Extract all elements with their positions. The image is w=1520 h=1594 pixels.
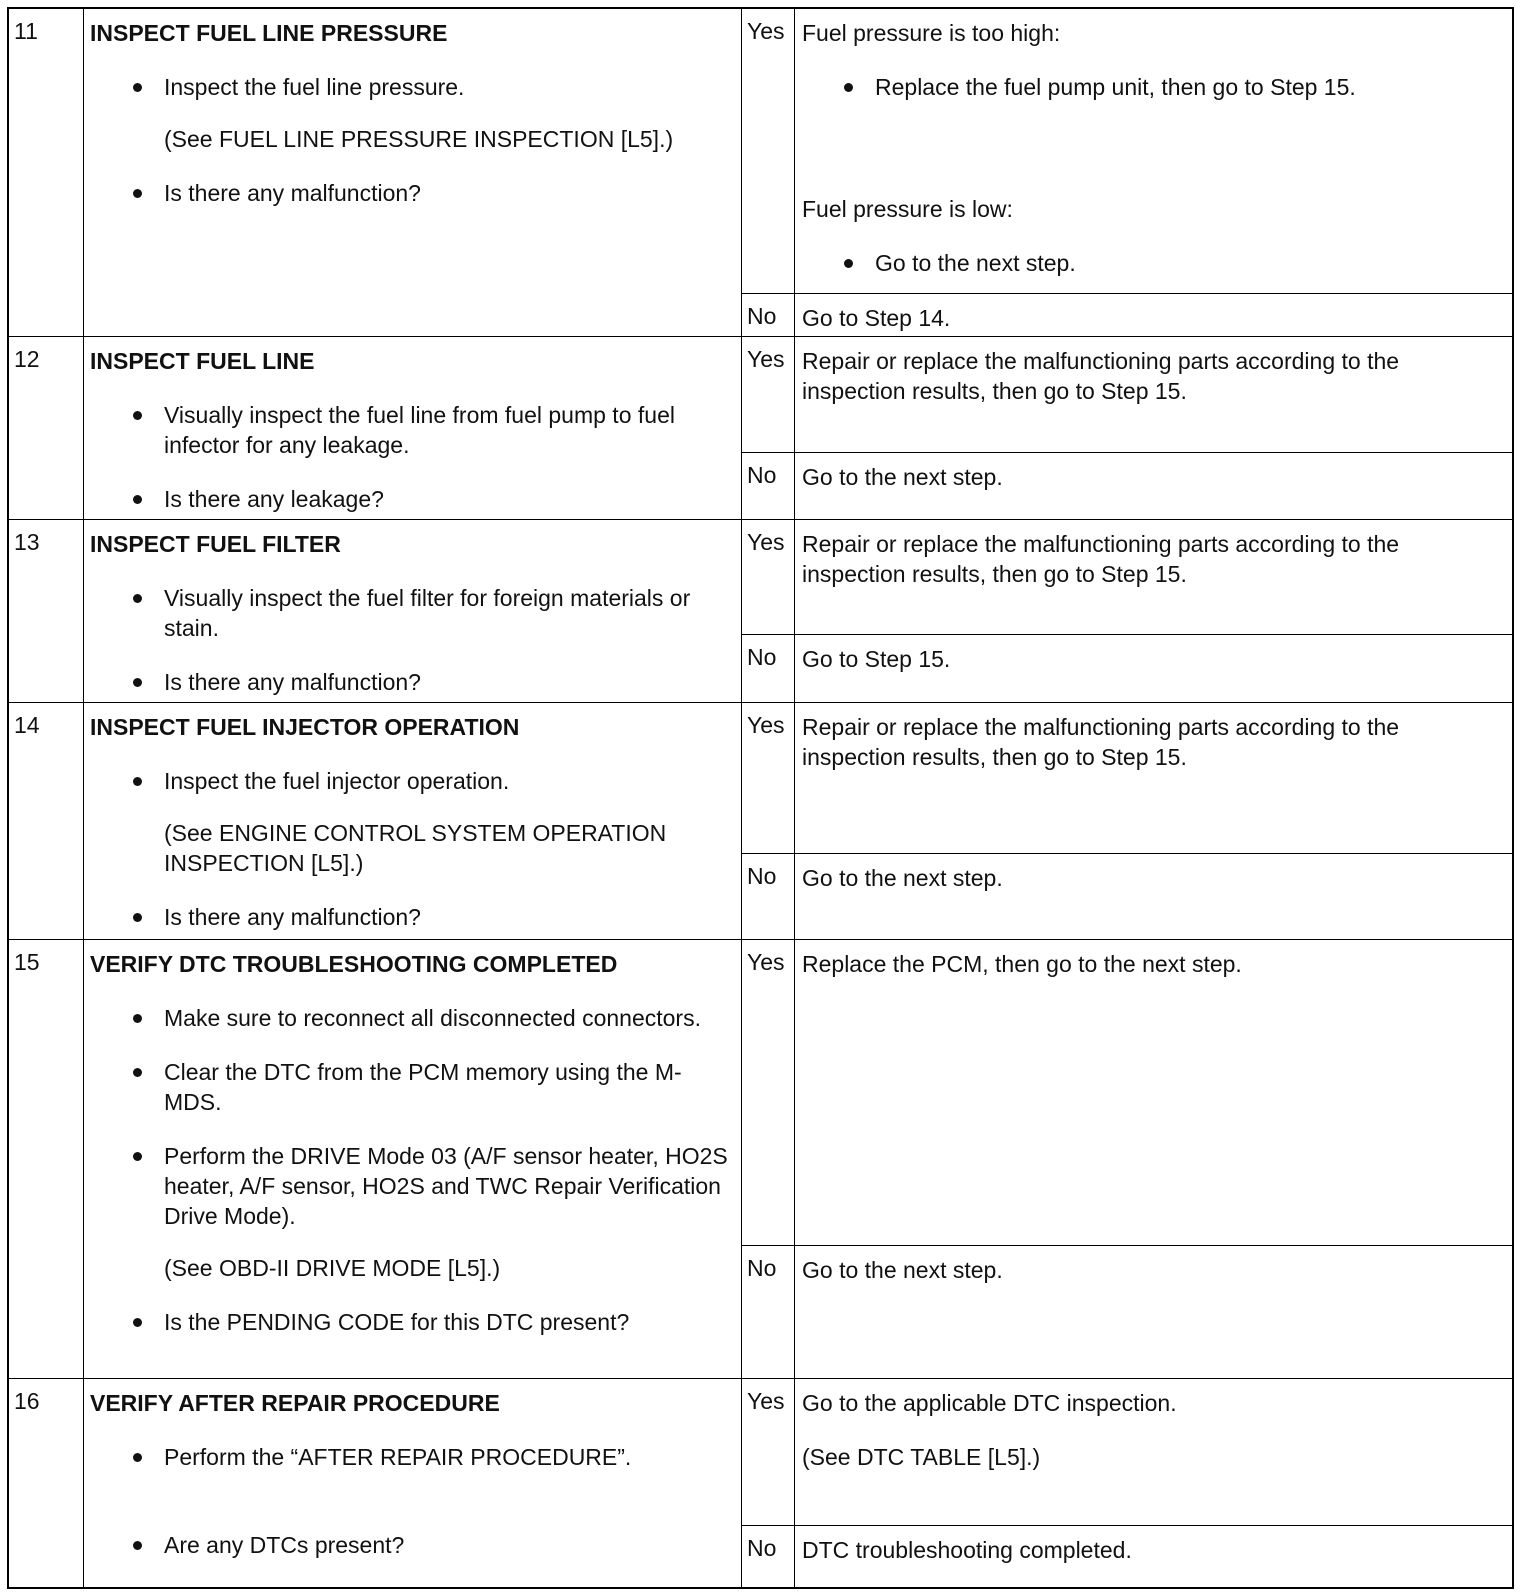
bullet-icon [133,83,142,92]
no-text: Go to Step 15. [802,646,951,672]
step-results [742,520,1512,721]
no-label: No [742,1526,795,1587]
condition-text: Fuel pressure is too high: [802,20,1061,46]
step-number: 15 [9,940,84,1378]
step-action [84,9,742,336]
step-row [9,1378,1512,1587]
step-number: 14 [9,703,84,956]
bullet-item [90,1057,731,1117]
yes-result [742,703,1512,853]
bullet-text: Clear the DTC from the PCM memory using the M-MDS. [164,1059,682,1115]
yes-result [742,940,1512,1245]
step-action [84,940,742,1378]
no-text: Go to Step 14. [802,305,951,331]
step-title: INSPECT FUEL FILTER [90,531,341,557]
bullet-icon [133,777,142,786]
no-result [742,1525,1512,1587]
bullet-icon [133,411,142,420]
step-results [742,1379,1512,1587]
step-row [9,939,1512,1378]
bullet-icon [133,1152,142,1161]
step-results [742,9,1512,336]
step-row [9,336,1512,519]
no-label: No [742,1246,795,1378]
step-title: VERIFY DTC TROUBLESHOOTING COMPLETED [90,951,618,977]
bullet-icon [133,495,142,504]
bullet-text: Inspect the fuel line pressure. [164,74,465,100]
yes-text: Repair or replace the malfunctioning parts according to the inspection results, then go to Step 15. [802,531,1400,587]
yes-label: Yes [742,940,795,1245]
yes-label: Yes [742,9,795,302]
bullet-text: Perform the “AFTER REPAIR PROCEDURE”. [164,1444,632,1470]
bullet-item [90,1307,731,1337]
bullet-text: Is the PENDING CODE for this DTC present? [164,1309,630,1335]
step-title: INSPECT FUEL LINE PRESSURE [90,20,448,46]
bullet-text: Is there any malfunction? [164,904,421,930]
bullet-icon [133,1541,142,1550]
bullet-item [90,766,731,796]
step-row [9,702,1512,939]
step-action [84,520,742,721]
bullet-text: Are any DTCs present? [164,1532,405,1558]
yes-text [795,9,1512,302]
yes-result [742,9,1512,293]
yes-text [795,1379,1512,1525]
bullet-text: Visually inspect the fuel line from fuel pump to fuel infector for any leakage. [164,402,675,458]
no-text: Go to the next step. [802,464,1003,490]
step-title: VERIFY AFTER REPAIR PROCEDURE [90,1390,500,1416]
reference-text: (See OBD-II DRIVE MODE [L5].) [164,1255,501,1281]
step-number: 11 [9,9,84,336]
bullet-item [90,1003,731,1033]
bullet-icon [133,1453,142,1462]
result-text: Go to the applicable DTC inspection. [802,1390,1177,1416]
step-action [84,703,742,956]
bullet-icon [844,83,853,92]
yes-result [742,337,1512,452]
no-label: No [742,294,795,336]
step-row [9,9,1512,336]
bullet-text: Go to the next step. [875,250,1076,276]
step-results [742,940,1512,1378]
bullet-icon [133,913,142,922]
bullet-text: Make sure to reconnect all disconnected connectors. [164,1005,701,1031]
yes-result [742,1379,1512,1525]
bullet-icon [133,594,142,603]
bullet-item [90,178,731,208]
step-row [9,519,1512,702]
step-title: INSPECT FUEL LINE [90,348,315,374]
bullet-item [90,400,731,460]
bullet-text: Is there any malfunction? [164,669,421,695]
step-number: 13 [9,520,84,721]
bullet-item [90,667,731,697]
troubleshooting-table [7,7,1514,1589]
bullet-item [90,1141,731,1231]
no-text: Go to the next step. [802,865,1003,891]
bullet-text: Is there any malfunction? [164,180,421,206]
no-result [742,293,1512,336]
no-label: No [742,854,795,956]
step-number: 16 [9,1379,84,1587]
reference-text: (See ENGINE CONTROL SYSTEM OPERATION INSPECTION [L5].) [164,820,667,876]
step-results [742,337,1512,538]
yes-result [742,520,1512,634]
no-result [742,1245,1512,1378]
yes-text: Repair or replace the malfunctioning parts according to the inspection results, then go to Step 15. [802,714,1400,770]
bullet-text: Perform the DRIVE Mode 03 (A/F sensor heater, HO2S heater, A/F sensor, HO2S and TWC Repair Verification Drive Mode). [164,1143,728,1229]
bullet-icon [133,1014,142,1023]
bullet-item [90,583,731,643]
yes-label: Yes [742,337,795,452]
bullet-text: Inspect the fuel injector operation. [164,768,510,794]
bullet-item [90,902,731,932]
step-number: 12 [9,337,84,538]
bullet-text: Is there any leakage? [164,486,384,512]
bullet-item [90,72,731,102]
bullet-item [90,1442,731,1472]
no-text: Go to the next step. [802,1257,1003,1283]
yes-label: Yes [742,1379,795,1525]
bullet-icon [133,1068,142,1077]
bullet-icon [844,259,853,268]
yes-label: Yes [742,703,795,853]
bullet-text: Replace the fuel pump unit, then go to Step 15. [875,74,1356,100]
reference-text: (See DTC TABLE [L5].) [802,1444,1041,1470]
bullet-icon [133,1318,142,1327]
no-label: No [742,635,795,721]
bullet-icon [133,189,142,198]
step-action [84,1379,742,1587]
yes-text: Replace the PCM, then go to the next step. [802,951,1242,977]
bullet-item [90,1530,731,1560]
yes-text: Repair or replace the malfunctioning parts according to the inspection results, then go to Step 15. [802,348,1400,404]
bullet-item [802,248,1504,278]
yes-label: Yes [742,520,795,634]
no-label: No [742,453,795,538]
bullet-icon [133,678,142,687]
step-results [742,703,1512,956]
no-text: DTC troubleshooting completed. [802,1537,1132,1563]
condition-text: Fuel pressure is low: [802,196,1013,222]
step-title: INSPECT FUEL INJECTOR OPERATION [90,714,520,740]
bullet-text: Visually inspect the fuel filter for foreign materials or stain. [164,585,691,641]
bullet-item [802,72,1504,102]
bullet-item [90,484,731,514]
reference-text: (See FUEL LINE PRESSURE INSPECTION [L5].) [164,126,674,152]
step-action [84,337,742,538]
